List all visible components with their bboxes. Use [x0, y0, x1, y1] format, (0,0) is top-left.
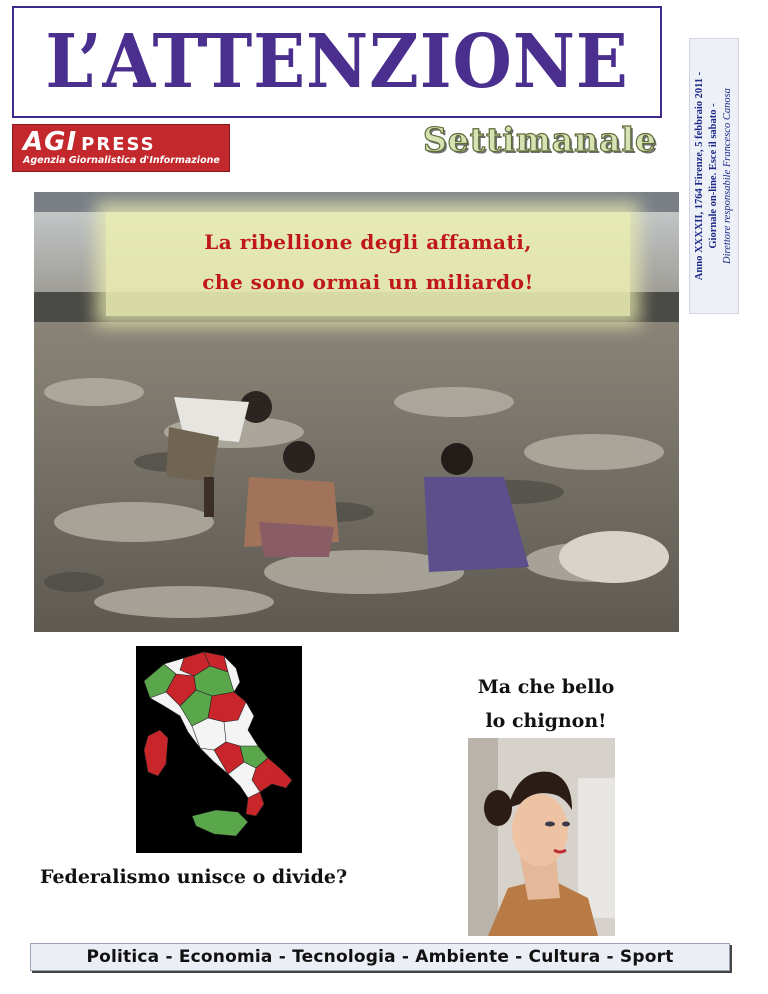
italy-map	[136, 646, 302, 853]
agi-press-logo	[12, 124, 230, 172]
woman-portrait-illustration	[468, 738, 615, 936]
chignon-caption-line-1: Ma che bello	[477, 676, 615, 698]
chignon-portrait	[468, 738, 615, 936]
editor-info-line: Direttore responsabile Francesco Canosa	[722, 88, 733, 264]
issue-info-sidebar	[689, 38, 739, 314]
headline-line-2: che sono ormai un miliardo!	[202, 270, 534, 294]
sections-list: Politica - Economia - Tecnologia - Ambiente - Cultura - Sport	[86, 947, 674, 967]
chignon-caption-line-2: lo chignon!	[485, 710, 607, 732]
headline-line-1: La ribellione degli affamati,	[204, 230, 532, 254]
publication-info-line: Giornale on-line. Esce il sabato -	[708, 103, 719, 249]
agi-logo-subtitle: Agenzia Giornalistica d'Informazione	[23, 155, 220, 166]
headline-box	[106, 212, 630, 316]
masthead	[12, 6, 662, 118]
agi-logo-main: AGI	[23, 127, 78, 157]
chignon-caption	[456, 670, 636, 738]
newspaper-title: L’ATTENZIONE	[45, 19, 629, 105]
hero-photo	[34, 192, 679, 632]
weekly-label: Settimanale	[422, 120, 658, 159]
map-caption: Federalismo unisce o divide?	[40, 866, 348, 888]
sections-bar	[30, 943, 730, 971]
italy-regions-map	[136, 646, 302, 853]
agi-logo-press: PRESS	[81, 134, 156, 155]
issue-info-line: Anno XXXXII, 1764 Firenze, 5 febbraio 2011 -	[694, 71, 705, 281]
